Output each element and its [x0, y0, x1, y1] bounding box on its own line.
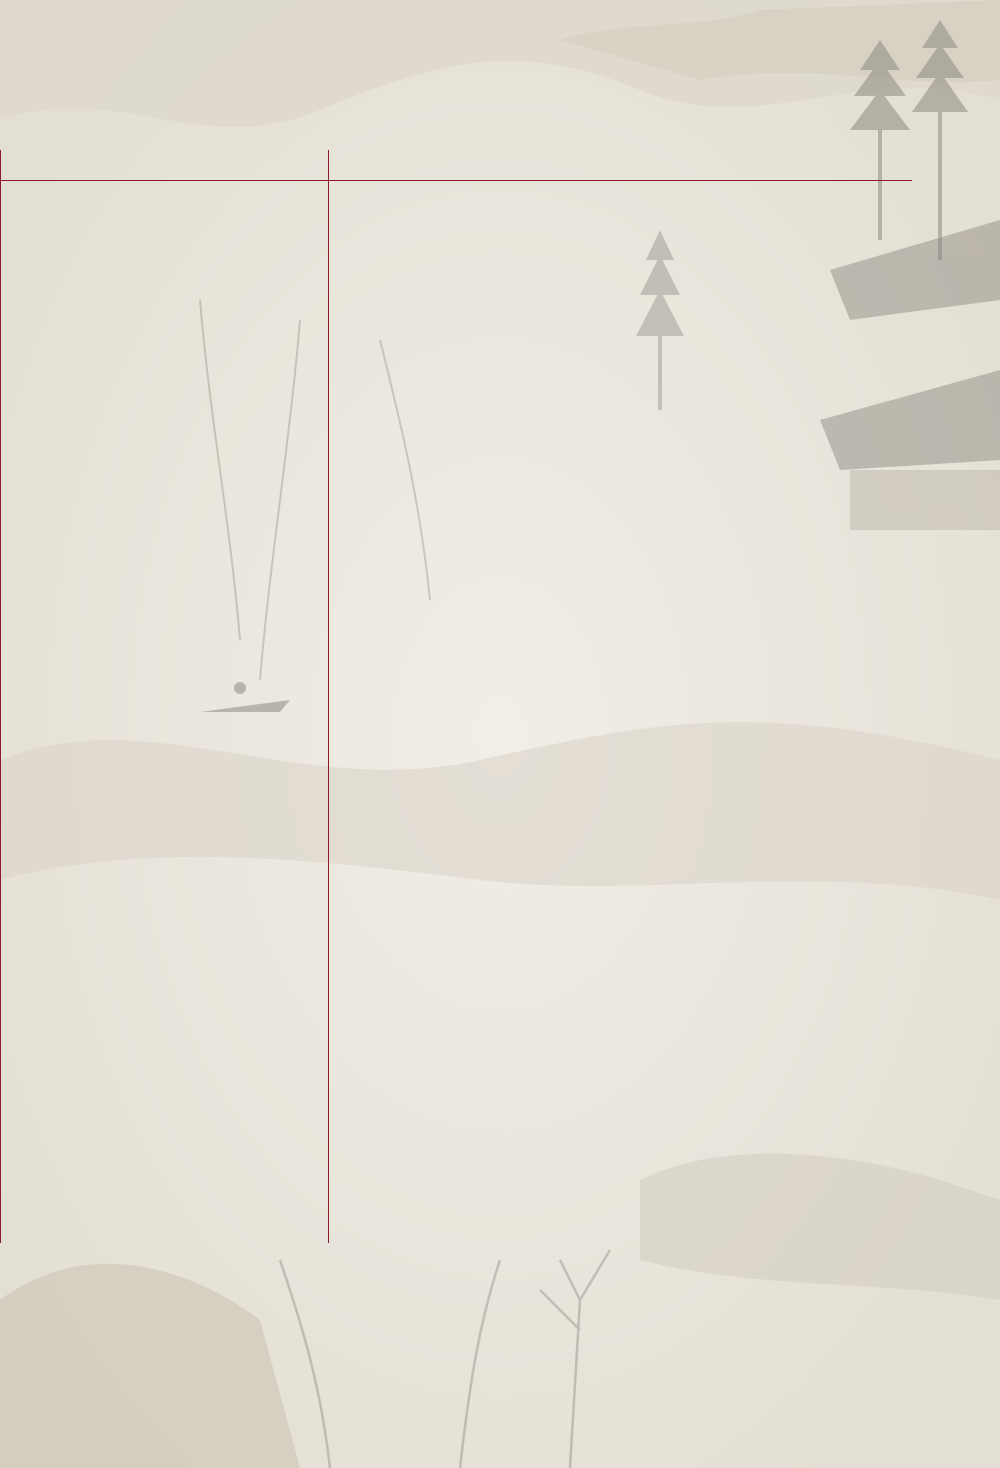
table-left-border — [0, 150, 1, 1243]
table-header — [0, 150, 912, 181]
column-divider — [328, 150, 329, 1243]
timeline-table — [0, 150, 912, 181]
